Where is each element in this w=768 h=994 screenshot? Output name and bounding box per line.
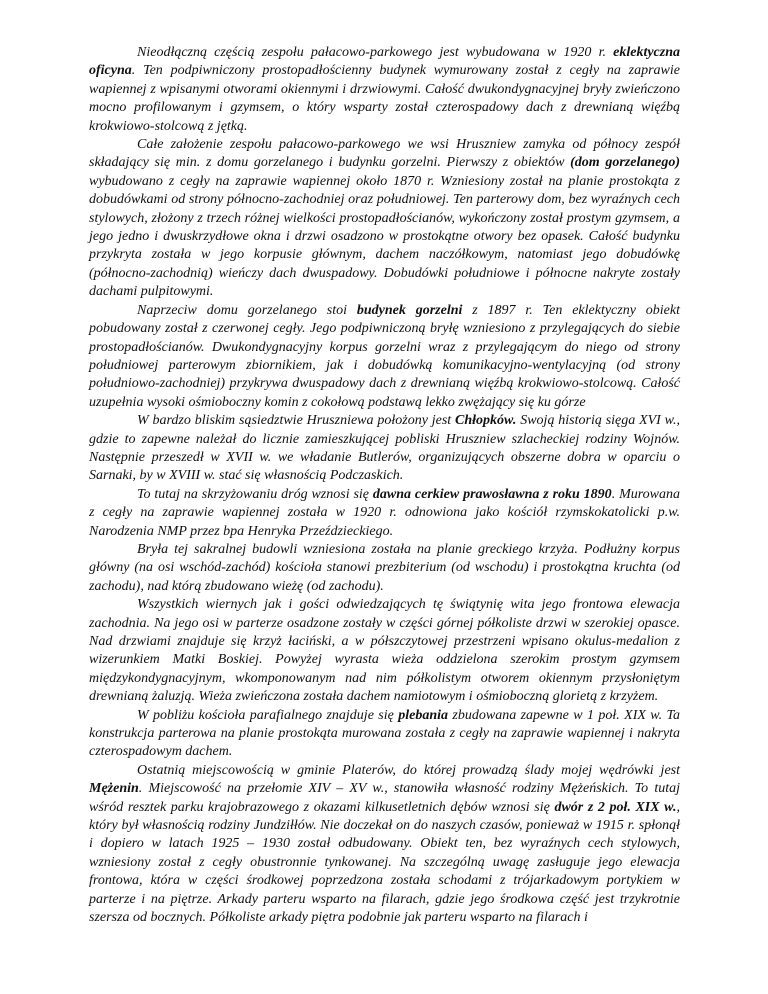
paragraph-dom-gorzelanego — [89, 136, 680, 302]
paragraph-text: , który był własnością rodziny Jundziłłów. Nie doczekał on do naszych czasów, ponieważ w 1915 r. spłonął i dopiero w latach 1925 – 1930 został odbudowany. Obiekt ten, bez wyraźnych cech stylowych, wzniesiony został z cegły obustronnie tynkowanej. Na szczególną uwagę zasługuje jego elewacja frontowa, która w części środkowej poprzedzona została schodami z trójarkadowym portykiem w parterze i na piętrze. Arkady parteru wsparto na filarach, gdzie jego środkowa część jest trzykrotnie szersza od bocznych. Półkoliste arkady piętra podobnie jak parteru wsparto na filarach i — [89, 799, 680, 926]
paragraph-text: Nieodłączną częścią zespołu pałacowo-parkowego jest wybudowana w 1920 r. — [137, 45, 614, 60]
bold-term: Chłopków. — [455, 413, 517, 429]
paragraph-text: . Murowana z cegły na zaprawie wapiennej została w 1920 r. odnowiona jako kościół rzymskokatolicki p.w. Narodzenia NMP przez bpa Henryka Przeździeckiego. — [89, 486, 680, 539]
bold-term: plebania — [398, 707, 449, 723]
paragraph-bryla-kosciola — [89, 541, 680, 596]
paragraph-oficyna — [89, 44, 680, 136]
paragraph-gorzelnia — [89, 302, 680, 412]
paragraph-elewacja — [89, 596, 680, 706]
paragraph-text: Całe założenie zespołu pałacowo-parkowego we wsi Hruszniew zamyka od północy zespół składający się min. z domu gorzelanego i budynku gorzelni. Pierwszy z obiektów — [89, 137, 680, 171]
paragraph-text: wybudowano z cegły na zaprawie wapiennej około 1870 r. Wzniesiony został na planie prostokąta z dobudówkami od strony północno-zachodniej oraz południowej. Ten parterowy dom, bez wyraźnych cech stylowych, złożony z trzech różnej wielkości prostopadłościanów, wykończony został prostym gzymsem, a jego jedno i dwuskrzydłowe okna i drzwi osadzono w prostokątne otwory bez opasek. Całość budynku przykryta została w jego korpusie głównym, dachem naczółkowym, natomiast jego dobudówkę (północno-zachodnią) wieńczy dach dwuspadowy. Dobudówki południowe i północne nakryte zostały dachami pulpitowymi. — [89, 173, 680, 300]
bold-term: budynek gorzelni — [356, 302, 463, 318]
paragraph-text: Ostatnią miejscowością w gminie Platerów, do której prowadzą ślady mojej wędrówki jest — [137, 762, 680, 778]
paragraph-text: Swoją historią sięga XVI w., gdzie to zapewne należał do licznie zamieszkującej pobliski Hruszniew szlacheckiej rodziny Wojnów. Następnie przeszedł w XVII w. we władanie Butlerów, organizujących obszerne dobra w oparciu o Sarnaki, by w XVIII w. stać się własnością Podczaskich. — [89, 413, 680, 484]
bold-term: dawna cerkiew prawosławna z roku 1890 — [372, 486, 612, 502]
paragraph-text: Bryła tej sakralnej budowli wzniesiona została na planie greckiego krzyża. Podłużny korpus główny (na osi wschód-zachód) kościoła stanowi prezbiterium (od wschodu) i prostokątna kruchta (od zachodu), nad którą zbudowano wieżę (od zachodu). — [89, 541, 680, 594]
paragraph-text: zbudowana zapewne w 1 poł. XIX w. Ta konstrukcja parterowa na planie prostokąta murowana została z cegły na zaprawie wapiennej i nakryta czterospadowym dachem. — [89, 707, 680, 760]
paragraph-text: Wszystkich wiernych jak i gości odwiedzających tę świątynię wita jego frontowa elewacja zachodnia. Na jego osi w parterze osadzone zostały w części górnej półkoliste drzwi w szerokiej opasce. Nad drzwiami znajduje się krzyż łaciński, a w półszczytowej przestrzeni wpisano okulus-medalion z wizerunkiem Matki Boskiej. Powyżej wyrasta wieża oddzielona szerokim prostym gzymsem międzykondygnacyjnym, wkomponowanym nad nim półkolistym otworem okiennym przysłoniętym drewnianą żaluzją. Wieża zwieńczona została dachem namiotowym i ośmioboczną glorietą z krzyżem. — [89, 597, 680, 705]
paragraph-plebania — [89, 707, 680, 762]
bold-term: dwór z 2 poł. XIX w. — [554, 799, 677, 815]
paragraph-text: Naprzeciw domu gorzelanego stoi — [137, 302, 357, 318]
paragraph-mezenin — [89, 762, 680, 928]
bold-term: Mężenin — [89, 781, 139, 797]
bold-term: (dom gorzelanego) — [570, 155, 681, 171]
bold-term: eklektyczna oficyna — [89, 45, 680, 79]
paragraph-text: z 1897 r. Ten eklektyczny obiekt pobudowany został z czerwonej cegły. Jego podpiwniczoną bryłę wzniesiono z przylegających do siebie prostopadłościanów. Dwukondygnacyjny korpus gorzelni wraz z przylegającym do niego od strony południowej parterowym zbiornikiem, jak i dobudówką komunikacyjno-wentylacyjną (od strony południowo-zachodniej) przykrywa dwuspadowy dach z drewnianą więźbą krokwiowo-stolcową. Całość uzupełnia wysoki ośmioboczny komin z cokołową podstawą lekko zwężający się ku górze — [89, 302, 680, 410]
paragraph-chlopkow — [89, 412, 680, 486]
paragraph-text: . Miejscowość na przełomie XIV – XV w., stanowiła własność rodziny Mężeńskich. To tutaj wśród resztek parku krajobrazowego z okazami kilkusetletnich dębów wznosi się — [89, 781, 680, 815]
paragraph-cerkiew — [89, 486, 680, 541]
paragraph-text: To tutaj na skrzyżowaniu dróg wznosi się — [137, 486, 373, 502]
paragraph-text: . Ten podpiwniczony prostopadłościenny budynek wymurowany został z cegły na zaprawie wapiennej z wpisanymi otworami okiennymi i drzwiowymi. Całość dwukondygnacyjnej bryły zwieńczono mocno profilowanym i gzymsem, o który wsparty został czterospadowy dach z drewnianą więźbą krokwiowo-stolcową z jętką. — [89, 63, 680, 134]
paragraph-text: W pobliżu kościoła parafialnego znajduje się — [137, 707, 399, 723]
paragraph-text: W bardzo bliskim sąsiedztwie Hruszniewa położony jest — [137, 413, 456, 429]
